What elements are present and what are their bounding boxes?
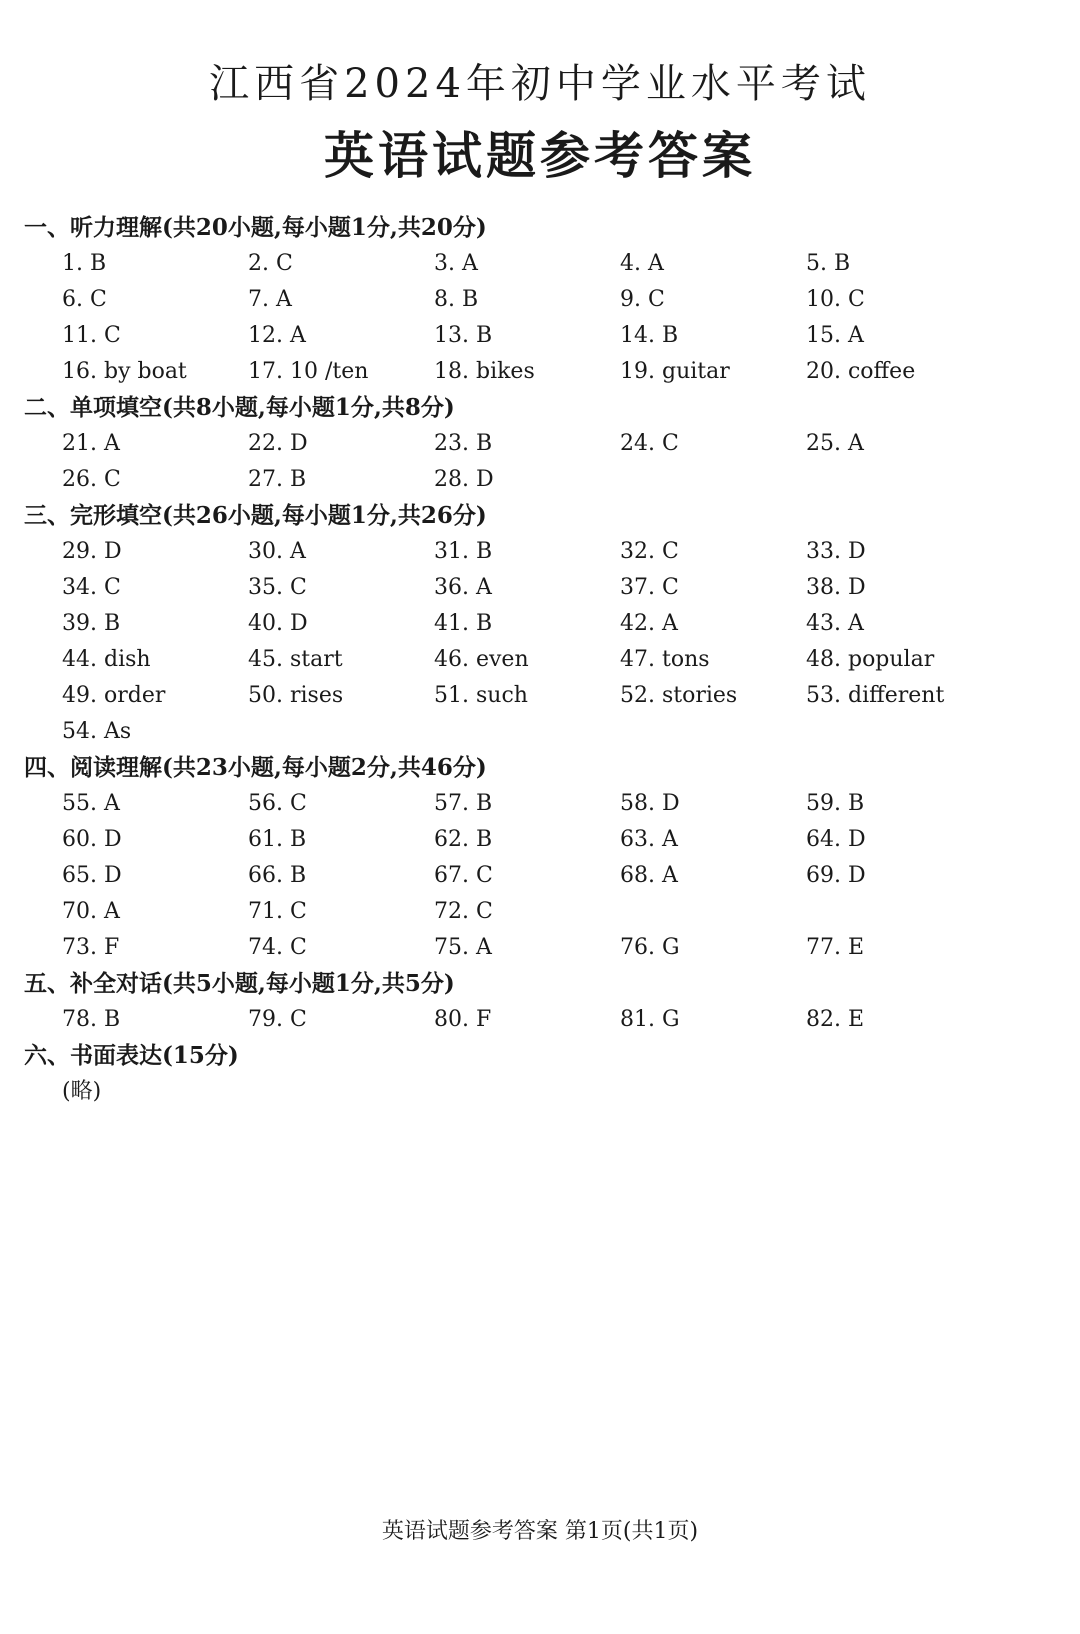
answer-item: 46. even [434, 647, 529, 672]
section-note: (略) [62, 1079, 102, 1104]
answer-item: 50. rises [248, 683, 344, 708]
answer-row [24, 282, 1064, 318]
answer-item: 17. 10 /ten [248, 359, 369, 384]
answer-item: 61. B [248, 827, 307, 852]
answer-item: 65. D [62, 863, 122, 888]
answer-item: 36. A [434, 575, 492, 600]
answer-item: 48. popular [806, 647, 935, 672]
answer-row [24, 462, 1064, 498]
answer-row [24, 894, 1064, 930]
answer-item: 18. bikes [434, 359, 535, 384]
section-heading: 二、单项填空(共8小题,每小题1分,共8分) [24, 394, 455, 421]
answer-item: 59. B [806, 791, 865, 816]
answer-item: 34. C [62, 575, 121, 600]
answer-item: 35. C [248, 575, 307, 600]
answer-item: 11. C [62, 323, 121, 348]
answer-item: 81. G [620, 1007, 680, 1032]
answer-item: 37. C [620, 575, 679, 600]
document-title: 江西省2024年初中学业水平考试 [209, 61, 871, 107]
answer-item: 51. such [434, 683, 528, 708]
section-heading: 六、书面表达(15分) [24, 1042, 239, 1069]
answer-item: 60. D [62, 827, 122, 852]
answer-item: 39. B [62, 611, 121, 636]
answer-item: 3. A [434, 251, 478, 276]
answer-item: 19. guitar [620, 359, 730, 384]
answer-item: 13. B [434, 323, 493, 348]
answer-item: 76. G [620, 935, 680, 960]
answer-item: 22. D [248, 431, 308, 456]
answer-row [24, 642, 1064, 678]
answer-item: 14. B [620, 323, 679, 348]
answer-row [24, 318, 1064, 354]
answer-item: 80. F [434, 1007, 492, 1032]
answer-item: 24. C [620, 431, 679, 456]
answer-item: 23. B [434, 431, 493, 456]
answer-item: 47. tons [620, 647, 710, 672]
answer-item: 58. D [620, 791, 680, 816]
answer-item: 7. A [248, 287, 292, 312]
answer-item: 56. C [248, 791, 307, 816]
answer-item: 73. F [62, 935, 120, 960]
answer-item: 16. by boat [62, 359, 187, 384]
answer-item: 6. C [62, 287, 107, 312]
answer-item: 15. A [806, 323, 864, 348]
answer-item: 25. A [806, 431, 864, 456]
answer-item: 45. start [248, 647, 343, 672]
answer-item: 53. different [806, 683, 945, 708]
answer-item: 40. D [248, 611, 308, 636]
document-subtitle: 英语试题参考答案 [324, 126, 756, 185]
answer-item: 55. A [62, 791, 120, 816]
answer-item: 52. stories [620, 683, 738, 708]
answer-item: 64. D [806, 827, 866, 852]
answer-row [24, 930, 1064, 966]
answer-item: 33. D [806, 539, 866, 564]
answer-item: 8. B [434, 287, 479, 312]
answer-item: 30. A [248, 539, 306, 564]
answer-item: 26. C [62, 467, 121, 492]
answer-item: 28. D [434, 467, 494, 492]
answer-item: 27. B [248, 467, 307, 492]
answer-item: 10. C [806, 287, 865, 312]
answer-item: 67. C [434, 863, 493, 888]
answer-row [24, 354, 1064, 390]
answer-row [24, 606, 1064, 642]
answer-item: 12. A [248, 323, 306, 348]
section-heading: 一、听力理解(共20小题,每小题1分,共20分) [24, 214, 487, 241]
answer-row [24, 786, 1064, 822]
answer-item: 66. B [248, 863, 307, 888]
answer-item: 78. B [62, 1007, 121, 1032]
answer-row [24, 714, 1064, 750]
answer-item: 72. C [434, 899, 493, 924]
section-heading: 四、阅读理解(共23小题,每小题2分,共46分) [24, 754, 487, 781]
answer-row [24, 678, 1064, 714]
answer-item: 54. As [62, 719, 132, 744]
answer-row [24, 1002, 1064, 1038]
answer-row [24, 858, 1064, 894]
answer-item: 70. A [62, 899, 120, 924]
answer-item: 49. order [62, 683, 166, 708]
answer-item: 79. C [248, 1007, 307, 1032]
answer-item: 29. D [62, 539, 122, 564]
section-heading: 五、补全对话(共5小题,每小题1分,共5分) [24, 970, 455, 997]
answer-item: 5. B [806, 251, 851, 276]
answer-row [24, 570, 1064, 606]
answer-item: 69. D [806, 863, 866, 888]
page-footer: 英语试题参考答案 第1页(共1页) [381, 1519, 699, 1544]
answer-key-body [24, 210, 1064, 1110]
answer-row [24, 534, 1064, 570]
answer-item: 57. B [434, 791, 493, 816]
answer-item: 82. E [806, 1007, 865, 1032]
answer-item: 74. C [248, 935, 307, 960]
answer-item: 68. A [620, 863, 678, 888]
answer-item: 43. A [806, 611, 864, 636]
answer-row [24, 822, 1064, 858]
answer-row [24, 246, 1064, 282]
answer-item: 38. D [806, 575, 866, 600]
section-heading: 三、完形填空(共26小题,每小题1分,共26分) [24, 502, 487, 529]
answer-item: 32. C [620, 539, 679, 564]
answer-item: 71. C [248, 899, 307, 924]
answer-item: 4. A [620, 251, 664, 276]
answer-item: 41. B [434, 611, 493, 636]
answer-item: 77. E [806, 935, 865, 960]
answer-item: 9. C [620, 287, 665, 312]
answer-item: 2. C [248, 251, 293, 276]
answer-item: 21. A [62, 431, 120, 456]
answer-item: 42. A [620, 611, 678, 636]
answer-item: 44. dish [62, 647, 151, 672]
answer-item: 1. B [62, 251, 107, 276]
answer-item: 62. B [434, 827, 493, 852]
answer-row [24, 426, 1064, 462]
answer-item: 75. A [434, 935, 492, 960]
answer-item: 20. coffee [806, 359, 916, 384]
answer-item: 31. B [434, 539, 493, 564]
answer-item: 63. A [620, 827, 678, 852]
